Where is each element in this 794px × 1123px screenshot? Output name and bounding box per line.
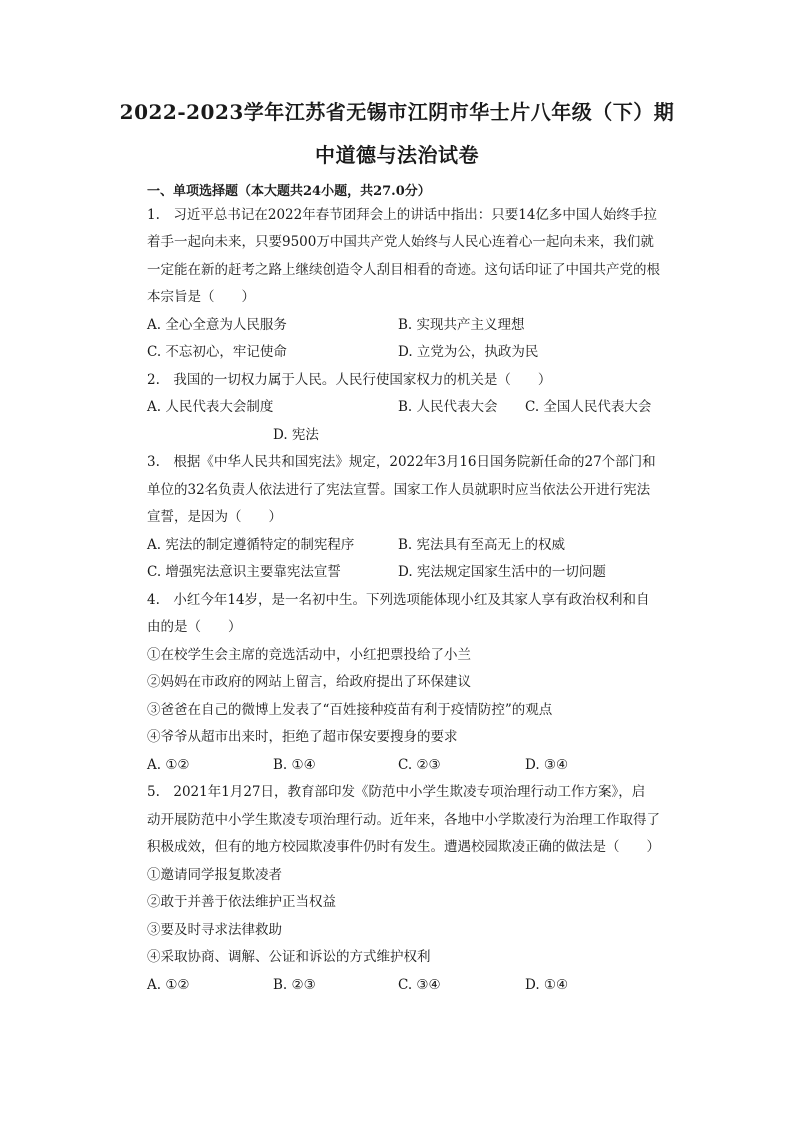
question-2-option-c: C. 全国人民代表大会: [525, 399, 652, 415]
question-5-option-b: B. ②③: [273, 977, 316, 993]
question-5-line-1: 5. 2021年1月27日，教育部印发《防范中小学生欺凌专项治理行动工作方案》，启: [147, 784, 646, 800]
question-5-line-3: 积极成效，但有的地方校园欺凌事件仍时有发生。遭遇校园欺凌正确的做法是（ ）: [147, 839, 660, 855]
exam-title-line-1: 2022-2023学年江苏省无锡市江阴市华士片八年级（下）期: [119, 100, 675, 124]
question-4-option-b: B. ①④: [273, 757, 316, 773]
question-5-option-a: A. ①②: [147, 977, 190, 993]
question-1-option-d: D. 立党为公，执政为民: [398, 344, 539, 360]
question-5-option-c: C. ③④: [398, 977, 441, 993]
question-1-option-b: B. 实现共产主义理想: [398, 317, 525, 333]
question-5-option-d: D. ①④: [525, 977, 569, 993]
question-5-line-2: 动开展防范中小学生欺凌专项治理行动。近年来，各地中小学欺凌行为治理工作取得了: [147, 812, 660, 828]
question-4-option-a: A. ①②: [147, 757, 190, 773]
question-4-option-d: D. ③④: [525, 757, 569, 773]
question-1-line-2: 着手一起向未来，只要9500万中国共产党人始终与人民心连着心一起向未来，我们就: [147, 234, 654, 250]
question-3-option-b: B. 宪法具有至高无上的权威: [398, 537, 566, 553]
question-3-option-c: C. 增强宪法意识主要靠宪法宣誓: [147, 564, 341, 580]
question-2-option-a: A. 人民代表大会制度: [147, 399, 274, 415]
question-4-statement-3: ③爸爸在自己的微博上发表了“百姓接种疫苗有利于疫情防控”的观点: [147, 702, 553, 718]
question-1-line-3: 一定能在新的赶考之路上继续创造令人刮目相看的奇迹。这句话印证了中国共产党的根: [147, 262, 660, 278]
question-3-line-2: 单位的32名负责人依法进行了宪法宣誓。国家工作人员就职时应当依法公开进行宪法: [147, 482, 651, 498]
question-4-line-2: 由的是（ ）: [147, 619, 242, 635]
question-1-option-c: C. 不忘初心，牢记使命: [147, 344, 287, 360]
question-1-line-4: 本宗旨是（ ）: [147, 289, 255, 305]
question-5-statement-3: ③要及时寻求法律救助: [147, 922, 282, 938]
question-3-option-d: D. 宪法规定国家生活中的一切问题: [398, 564, 606, 580]
question-3-option-a: A. 宪法的制定遵循特定的制宪程序: [147, 537, 355, 553]
question-5-statement-1: ①邀请同学报复欺凌者: [147, 867, 282, 883]
question-5-statement-4: ④采取协商、调解、公证和诉讼的方式维护权利: [147, 949, 431, 965]
question-4-statement-1: ①在校学生会主席的竞选活动中，小红把票投给了小兰: [147, 647, 471, 663]
question-3-line-3: 宣誓，是因为（ ）: [147, 509, 282, 525]
question-1-line-1: 1. 习近平总书记在2022年春节团拜会上的讲话中指出：只要14亿多中国人始终手拉: [147, 207, 657, 223]
question-5-statement-2: ②敢于并善于依法维护正当权益: [147, 894, 336, 910]
exam-title-line-2: 中道德与法治试卷: [315, 143, 479, 167]
section-heading: 一、单项选择题（本大题共24小题，共27.0分）: [147, 184, 431, 199]
question-3-line-1: 3. 根据《中华人民共和国宪法》规定，2022年3月16日国务院新任命的27个部门和: [147, 454, 656, 470]
question-2-option-d: D. 宪法: [273, 427, 319, 443]
question-4-line-1: 4. 小红今年14岁，是一名初中生。下列选项能体现小红及其家人享有政治权利和自: [147, 592, 650, 608]
question-4-statement-2: ②妈妈在市政府的网站上留言，给政府提出了环保建议: [147, 674, 471, 690]
question-2-option-b: B. 人民代表大会: [398, 399, 498, 415]
question-2-line-1: 2. 我国的一切权力属于人民。人民行使国家权力的机关是（ ）: [147, 372, 552, 388]
question-4-statement-4: ④爷爷从超市出来时，拒绝了超市保安要搜身的要求: [147, 729, 458, 745]
question-1-option-a: A. 全心全意为人民服务: [147, 317, 287, 333]
question-4-option-c: C. ②③: [398, 757, 441, 773]
